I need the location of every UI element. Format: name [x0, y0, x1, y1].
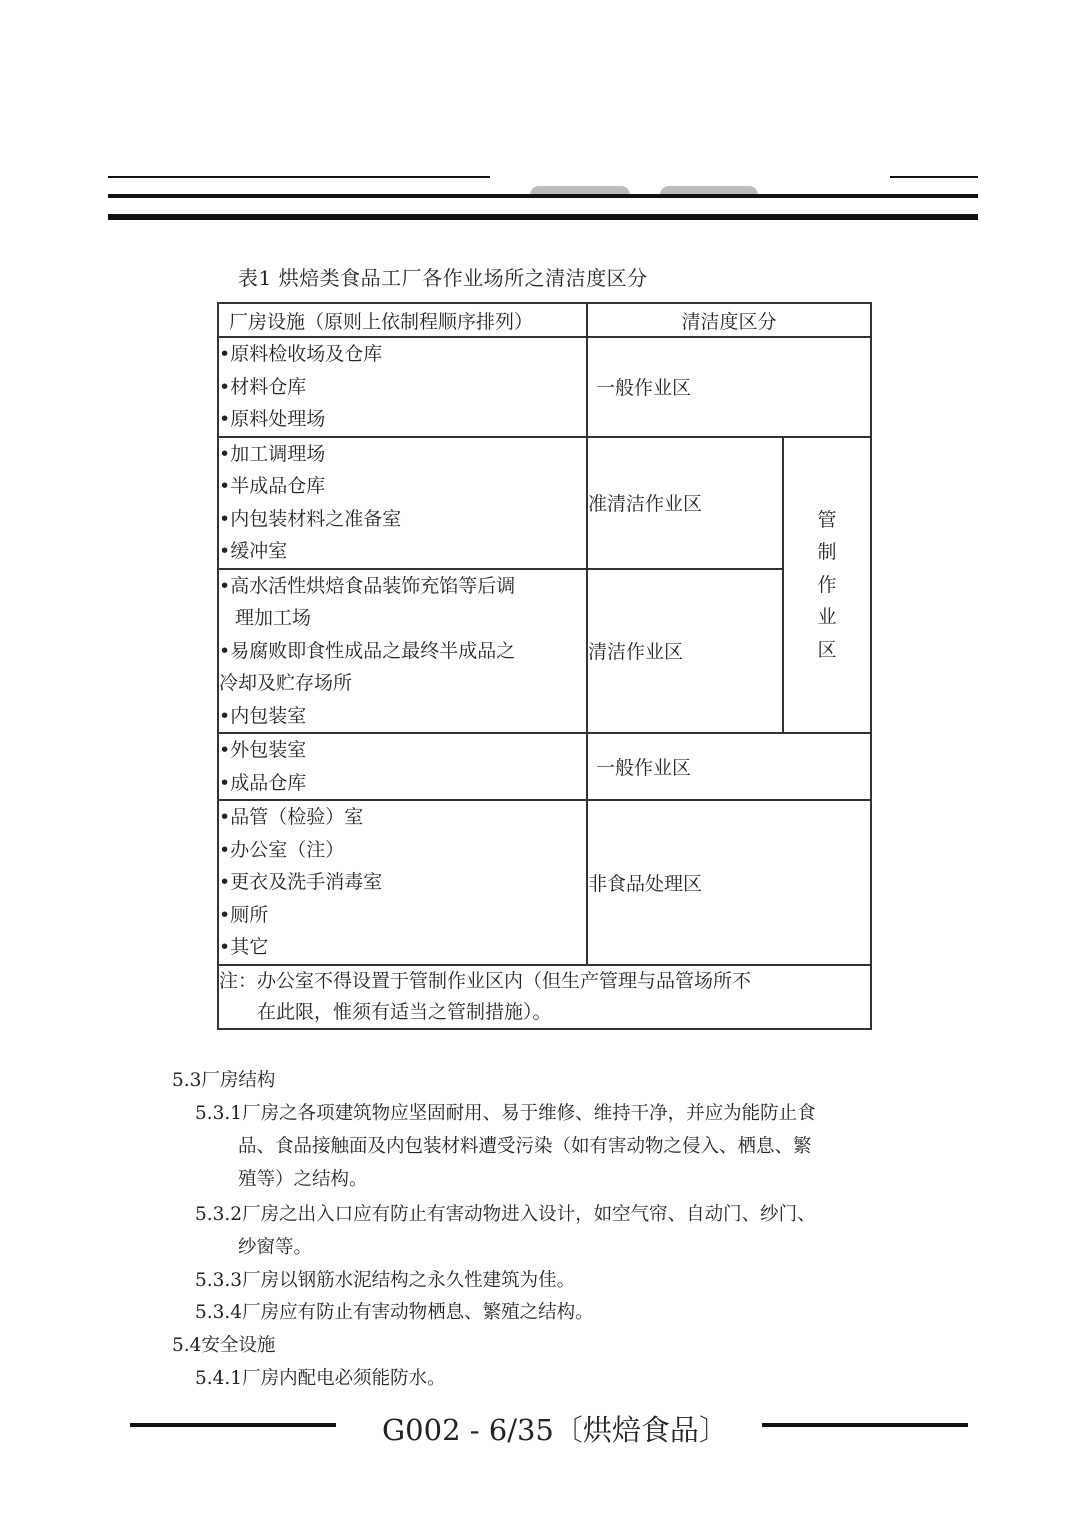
page-footer: G002 - 6/35〔烘焙食品〕 — [382, 1413, 728, 1447]
facility-item: •半成品仓库 — [219, 475, 326, 497]
facility-item: •其它 — [219, 936, 269, 958]
note-line: 注：办公室不得设置于管制作业区内（但生产管理与品管场所不 — [219, 969, 752, 992]
control-zone-char: 业 — [817, 606, 837, 628]
clause-text: 5.3.2厂房之出入口应有防止有害动物进入设计，如空气帘、自动门、纱门、 — [195, 1204, 816, 1225]
clause-text: 5.3.4厂房应有防止有害动物栖息、繁殖之结构。 — [195, 1302, 594, 1323]
table-caption: 表1 烘焙类食品工厂各作业场所之清洁度区分 — [238, 266, 648, 290]
note-line-continuation: 在此限，惟须有适当之管制措施）。 — [257, 1000, 552, 1023]
table-row — [218, 733, 871, 800]
control-zone-char: 作 — [817, 573, 837, 596]
clause-text-continuation: 纱窗等。 — [238, 1237, 313, 1258]
control-zone-label — [816, 504, 838, 667]
clause-text: 5.3.1厂房之各项建筑物应坚固耐用、易于维修、维持干净，并应为能防止食 — [195, 1103, 816, 1124]
facility-item: •内包装室 — [219, 704, 307, 727]
header-rule-thin-right — [890, 176, 978, 178]
table-row — [218, 800, 871, 965]
table-note-row — [218, 965, 871, 1029]
control-zone-char: 制 — [817, 541, 837, 563]
section-heading: 5.4安全设施 — [172, 1335, 276, 1356]
cleanliness-table — [217, 302, 872, 1030]
zone-non-food: 非食品处理区 — [587, 800, 871, 965]
facility-list — [218, 733, 587, 800]
footer-rule-right — [762, 1423, 968, 1427]
table-row — [218, 569, 871, 734]
facility-item: •材料仓库 — [219, 375, 307, 398]
facility-item: •原料处理场 — [219, 408, 326, 430]
facility-item: •易腐败即食性成品之最终半成品之 — [219, 639, 516, 662]
facility-item-continuation: 冷却及贮存场所 — [219, 672, 353, 694]
table-row — [218, 437, 871, 569]
zone-general: 一般作业区 — [587, 337, 871, 437]
facility-item: •内包装材料之准备室 — [219, 507, 402, 530]
facility-item: •办公室（注） — [219, 838, 345, 861]
header-rule-double-bottom — [108, 214, 978, 220]
facility-item: •缓冲室 — [219, 540, 288, 562]
facility-list — [218, 800, 587, 965]
section-heading: 5.3厂房结构 — [172, 1070, 276, 1091]
facility-item: •外包装室 — [219, 739, 307, 761]
control-zone-char: 区 — [817, 638, 837, 661]
facility-item: •加工调理场 — [219, 442, 326, 465]
column-header-cleanliness: 清洁度区分 — [587, 303, 871, 337]
facility-item-continuation: 理加工场 — [235, 607, 312, 629]
footer-rule-left — [130, 1423, 336, 1427]
facility-item: •厕所 — [219, 903, 269, 926]
clause-text-continuation: 品、食品接触面及内包装材料遭受污染（如有害动物之侵入、栖息、繁 — [238, 1136, 812, 1157]
zone-clean: 清洁作业区 — [587, 569, 783, 734]
clause-text: 5.4.1厂房内配电必须能防水。 — [195, 1368, 446, 1389]
column-header-facilities: 厂房设施（原则上依制程顺序排列） — [218, 303, 587, 337]
facility-list — [218, 569, 587, 734]
table-row — [218, 337, 871, 437]
control-zone-char: 管 — [817, 508, 837, 531]
zone-general: 一般作业区 — [587, 733, 871, 800]
header-rule-thin-left — [108, 176, 490, 178]
zone-semi-clean: 准清洁作业区 — [587, 437, 783, 569]
facility-item: •更衣及洗手消毒室 — [219, 871, 383, 893]
facility-item: •原料检收场及仓库 — [219, 343, 383, 365]
header-rule-double-top — [108, 194, 978, 198]
table-note — [218, 965, 871, 1029]
facility-list — [218, 437, 587, 569]
facility-item: •高水活性烘焙食品装饰充馅等后调 — [219, 574, 516, 597]
control-zone-cell — [783, 437, 871, 734]
clause-text-continuation: 殖等）之结构。 — [238, 1169, 368, 1190]
clause-text: 5.3.3厂房以钢筋水泥结构之永久性建筑为佳。 — [195, 1270, 576, 1291]
facility-list — [218, 337, 587, 437]
facility-item: •成品仓库 — [219, 771, 307, 794]
table-header-row — [218, 303, 871, 337]
facility-item: •品管（检验）室 — [219, 806, 364, 828]
